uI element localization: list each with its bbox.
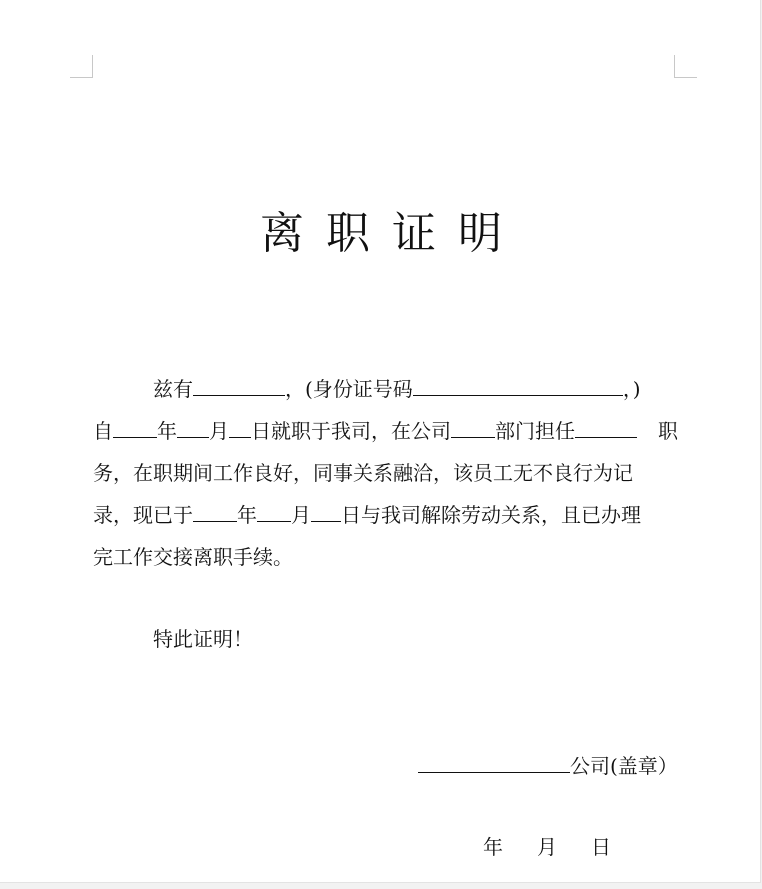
- text-segment: ，): [622, 377, 641, 401]
- body-line-4: [93, 494, 678, 536]
- text-segment: 月: [209, 419, 229, 443]
- text-segment: 年: [157, 419, 177, 443]
- crop-mark-top-right: [674, 55, 697, 78]
- text-segment: 录，现已于: [93, 503, 193, 527]
- text-segment: 日就职于我司，在公司: [251, 419, 451, 443]
- date-month: 月: [537, 835, 557, 859]
- signature-line: [418, 745, 678, 787]
- text-segment: 兹有: [153, 377, 193, 401]
- body-line-2: [93, 410, 678, 452]
- date-year: 年: [483, 835, 503, 859]
- body-line-5: 完工作交接离职手续。: [93, 545, 293, 569]
- blank-start-year: [113, 413, 157, 438]
- text-segment: 自: [93, 419, 113, 443]
- blank-start-month: [177, 413, 209, 438]
- blank-department: [451, 413, 495, 438]
- blank-end-year: [193, 497, 237, 522]
- body-line-3: 务，在职期间工作良好，同事关系融洽，该员工无不良行为记: [93, 461, 633, 485]
- date-day: 日: [591, 835, 611, 859]
- text-segment: 年: [237, 503, 257, 527]
- text-segment: 部门担任: [495, 419, 575, 443]
- blank-start-day: [229, 413, 251, 438]
- document-title: 离职证明: [260, 208, 524, 259]
- text-segment: 职: [658, 419, 678, 443]
- text-segment: 月: [291, 503, 311, 527]
- text-segment: [93, 410, 637, 452]
- blank-end-month: [257, 497, 291, 522]
- blank-end-day: [311, 497, 341, 522]
- body-line-1: [93, 368, 678, 410]
- text-segment: 日与我司解除劳动关系，且已办理: [341, 503, 641, 527]
- blank-position: [575, 413, 637, 438]
- blank-name: [193, 371, 285, 396]
- body-paragraph: [93, 368, 678, 578]
- closing-statement: 特此证明！: [153, 627, 253, 651]
- blank-signature: [418, 748, 570, 773]
- crop-mark-top-left: [70, 55, 93, 78]
- blank-id-number: [413, 371, 623, 396]
- signature-label: 公司(盖章）: [570, 754, 678, 778]
- date-line: [483, 826, 645, 868]
- text-segment: ，(身份证号码: [285, 377, 413, 401]
